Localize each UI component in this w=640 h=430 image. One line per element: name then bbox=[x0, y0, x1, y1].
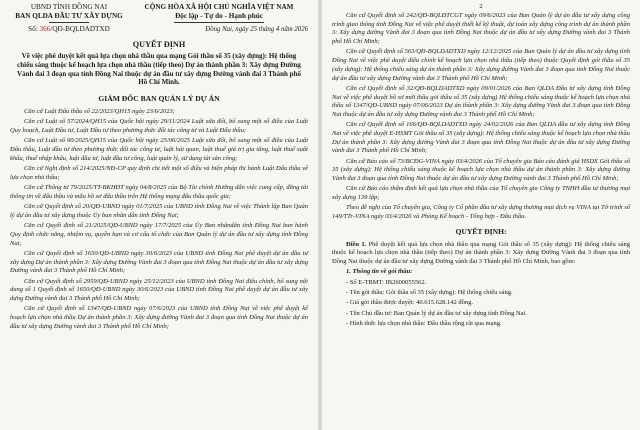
legal-basis-item: Căn cứ Luật số 57/2024/QH15 của Quốc hội ngày 29/11/2024 Luật sửa đổi, bổ sung một số điều của Luật Quy hoạch, Luật Đầu tư, Luật Đầu tư theo phương thức đối tác công tư và Luật Đấu thầu; bbox=[10, 118, 308, 135]
section-heading: 1. Thông tin về gói thầu: bbox=[346, 268, 413, 276]
package-info-list bbox=[332, 279, 630, 329]
legal-basis-item: Căn cứ Nghị định số 214/2025/NĐ-CP quy định chi tiết một số điều và biện pháp thi hành Luật Đấu thầu về lựa chọn nhà thầu; bbox=[10, 165, 308, 181]
package-info-item: - Tên Chủ đầu tư: Ban Quản lý dự án đầu tư xây dựng tỉnh Đồng Nai. bbox=[346, 309, 527, 317]
legal-basis-item: Căn cứ Luật số 90/2025/QH15 của Quốc hội ngày 25/06/2025 Luật sửa đổi, bổ sung một số điều của Luật Đấu thầu, Luật đầu tư theo phương thức đối tác công tư, luật hải quan, luật thuế giá trị gia tăng, luật thuế xuất khẩu, thuế nhập khẩu, luật đầu tư, luật đầu tư công, luật quản lý, sử dụng tài sản công; bbox=[10, 137, 308, 162]
legal-basis-item: Căn cứ Quyết định số 2959/QĐ-UBND ngày 25/12/2023 của UBND tỉnh Đồng Nai điều chỉnh, bổ sung nội dung số 1 Quyết định số 1650/QĐ-UBND ngày 30/6/2023 của UBND tỉnh Đồng Nai phê duyệt dự án đầu tư xây dựng Đường vành đai 3 Thành phố Hồ Chí Minh; bbox=[10, 277, 308, 302]
legal-basis-item: Căn cứ Quyết định số 32/QĐ-BQLDADTXD ngày 09/01/2026 của Ban QLDA Đầu tư xây dựng tỉnh Đồng Nai về việc phê duyệt hồ sơ mời thầu gói thầu số 35 (xây dựng) Hệ thống chiếu sáng thuộc kế hoạch lựa chọn nhà thầu số 1347/QĐ-UBND ngày 07/06/2023 Dự án thành phần 3: Xây dựng đường Vành đai 3 đoạn qua tỉnh Đồng Nai thuộc dự án đầu tư xây dựng Đường vành đai 3 Thành phố Hồ Chí Minh; bbox=[332, 84, 630, 118]
package-info-item: - Hình thức lựa chọn nhà thầu: Đấu thầu rộng rãi qua mạng. bbox=[346, 319, 502, 327]
article-1 bbox=[332, 241, 630, 267]
document-date: Đồng Nai, ngày 25 tháng 4 năm 2026 bbox=[205, 26, 308, 33]
decision-heading: QUYẾT ĐỊNH: bbox=[455, 226, 507, 236]
legal-basis-item: Căn cứ Quyết định số 242/QĐ-BQLĐTCGT ngày 09/6/2023 của Ban Quản lý dự án đầu tư xây dựng công trình giao thông tỉnh Đồng Nai về việc phê duyệt thiết kế kỹ thuật, dự toán xây dựng công trình dự án thành phần 3: Xây dựng đường Vành đai 3 đoạn qua tỉnh Đồng Nai thuộc dự án đầu tư xây dựng Đường vành đai 3 Thành phố Hồ Chí Minh; bbox=[332, 12, 630, 46]
national-header bbox=[130, 3, 308, 34]
document-number-suffix: /QĐ-BQLDADTXD bbox=[50, 25, 110, 33]
package-info-item: - Giá gói thầu được duyệt: 40.615.628.142 đồng. bbox=[346, 299, 474, 307]
org-name: BAN QLDA ĐẦU TƯ XÂY DỰNG bbox=[15, 12, 123, 20]
legal-basis-item: Căn cứ Quyết định số 166/QĐ-BQLDADTXD ngày 24/02/2026 của Ban QLDA đầu tư xây dựng tỉnh Đồng Nai về việc phê duyệt E-HSMT Gói thầu số 35 (xây dựng): Hệ thống chiếu sáng thuộc kế hoạch lựa chọn nhà thầu Dự án thành phần 3: Xây dựng đường Vành đai 3 đoạn qua tỉnh Đồng Nai thuộc dự án đầu tư xây dựng Đường vành đai 3 Thành phố Hồ Chí Minh; bbox=[332, 121, 630, 155]
legal-basis-item: Căn cứ Báo cáo thẩm định kết quả lựa chọn nhà thầu của Tổ chuyên gia Công ty TNHH đầu tư thương mại xây dựng 139 lập; bbox=[332, 185, 630, 202]
document-number-value: 366 bbox=[39, 25, 51, 33]
document-title: QUYẾT ĐỊNH bbox=[132, 40, 186, 49]
legal-basis-item: Căn cứ Quyết định số 21/2025/QĐ-UBND ngày 17/7/2025 của Ủy Ban nhândân tỉnh Đồng Nai ban hành Quy định chức năng, nhiệm vụ, quyền hạn và cơ cấu tổ chức của Ban Quản lý dự án đầu tư xây dựng tỉnh Đồng Nai; bbox=[10, 222, 308, 247]
national-motto: Độc lập - Tự do - Hạnh phúc bbox=[175, 12, 263, 20]
motto-underline bbox=[174, 22, 264, 23]
article-1-text: Phê duyệt kết quả lựa chọn nhà thầu qua mạng Gói thầu số 35 (xây dựng): Hệ thống chiếu sáng thuộc kế hoạch lựa chọn nhà thầu (tiếp theo) Dự án thành phần 3: Xây dựng Đường Vành đai 3 đoạn qua tỉnh Đồng Nai thuộc dự án đầu tư xây dựng Đường vành đai 3 Thành phố Hồ Chí Minh, bao gồm: bbox=[332, 240, 631, 266]
document-page-2 bbox=[322, 0, 640, 430]
document-number bbox=[10, 25, 128, 34]
legal-basis-item: Căn cứ Quyết định số 1347/QĐ-UBND ngày 07/6/2023 của UBND tỉnh Đồng Nai về việc phê duyệt kế hoạch lựa chọn nhà thầu Dự án thành phần 3: Xây dựng đường Vành đai 3 đoạn qua tỉnh Đồng Nai thuộc dự án đầu tư xây dựng Đường vành đai 3 Thành phố Hồ Chí Minh; bbox=[10, 305, 308, 330]
page-number: 2 bbox=[479, 3, 483, 10]
document-subject: Về việc phê duyệt kết quả lựa chọn nhà thầu qua mạng Gói thầu số 35 (xây dựng): Hệ thống chiếu sáng thuộc kế hoạch lựa chọn nhà thầu (tiếp theo) Dự án thành phần 3: Xây dựng Đường Vành đai 3 đoạn qua tỉnh Đồng Nai thuộc dự án đầu tư xây dựng Đường vành đai 3 Thành phố Hồ Chí Minh. bbox=[17, 52, 301, 87]
legal-basis-item: Căn cứ Thông tư 79/2025/TT-BKHĐT ngày 04/8/2025 của Bộ Tài chính Hướng dẫn việc cung cấp, đăng tải thông tin về đấu thầu và mẫu hồ sơ đấu thầu trên Hệ thống mạng đấu thầu quốc gia; bbox=[10, 184, 308, 200]
document-number-prefix: Số: bbox=[28, 25, 38, 33]
legal-basis-item: Căn cứ Luật Đấu thầu số 22/2023/QH15 ngày 23/6/2023; bbox=[24, 108, 175, 116]
org-parent: UBND TỈNH ĐỒNG NAI bbox=[30, 3, 108, 11]
legal-basis-item: Căn cứ Quyết định số 563/QĐ-BQLDADTXD ngày 12/12/2025 của Ban Quản lý dự án đầu tư xây dựng tỉnh Đồng Nai về việc phê duyệt điều chỉnh kế hoạch lựa chọn nhà thầu (tiếp theo) thuộc Quyết định gói thầu số 35 (xây dựng): Hệ thống chiếu sáng dự án thành phần 3: Xây dựng đường Vành đai 3 đoạn qua tỉnh Đồng Nai thuộc dự án đầu tư xây dựng Đường vành đai 3 Thành phố Hồ Chí Minh; bbox=[332, 48, 630, 82]
article-1-label: Điều 1. bbox=[346, 240, 367, 248]
issuing-authority bbox=[10, 3, 128, 34]
nation-name: CỘNG HÒA XÃ HỘI CHỦ NGHĨA VIỆT NAM bbox=[144, 3, 294, 11]
legal-basis-item: Căn cứ Quyết định số 20/QĐ-UBND ngày 01/7/2025 của UBND tỉnh Đồng Nai về việc Thành lập Ban Quản lý dự án đầu tư xây dựng thuộc Ủy ban nhân dân tỉnh Đồng Nai; bbox=[10, 203, 308, 219]
legal-basis-list bbox=[10, 108, 308, 331]
legal-basis-list-continued bbox=[332, 12, 630, 222]
document-page-1 bbox=[0, 0, 318, 430]
document-header bbox=[10, 3, 308, 34]
package-info-item: - Số E-TBMT: IB2600055562. bbox=[346, 278, 427, 286]
proposal-paragraph: Theo đề nghị của Tổ chuyên gia, Công ty Cổ phần đầu tư xây dựng thương mại dịch vụ VINA tại Tờ trình số 149/TTr-VINA ngày 03/4/2026 và Phòng Kế hoạch - Tổng hợp - Đấu thầu. bbox=[332, 204, 630, 221]
legal-basis-item: Căn cứ Quyết định số 1650/QĐ-UBND ngày 30/6/2023 của UBND tỉnh Đồng Nai phê duyệt dự án đầu tư xây dựng Dự án thành phần 3: Xây dựng Đường Vành đai 3 đoạn qua tỉnh Đồng Nai thuộc dự án đầu tư xây dựng Đường vành đai 3 Thành phố Hồ Chí Minh; bbox=[10, 249, 309, 275]
org-underline bbox=[49, 22, 89, 23]
package-info-item: - Tên gói thầu: Gói thầu số 35 (xây dựng): Hệ thống chiếu sáng. bbox=[346, 289, 513, 297]
legal-basis-item: Căn cứ Báo cáo số 73/BCĐG-VINA ngày 03/4/2026 của Tổ chuyên gia Báo cáo đánh giá HSDX Gói thầu số 35 (xây dựng): Hệ thống chiếu sáng thuộc kế hoạch lựa chọn nhà thầu dự án thành phần 3: Xây dựng đường Vành đai 3 đoạn qua tỉnh Đồng Nai thuộc dự án đầu tư xây dựng Đường vành đai 3 Thành phố Hồ Chí Minh; bbox=[332, 157, 630, 183]
issuer-title: GIÁM ĐỐC BAN QUẢN LÝ DỰ ÁN bbox=[98, 94, 220, 104]
